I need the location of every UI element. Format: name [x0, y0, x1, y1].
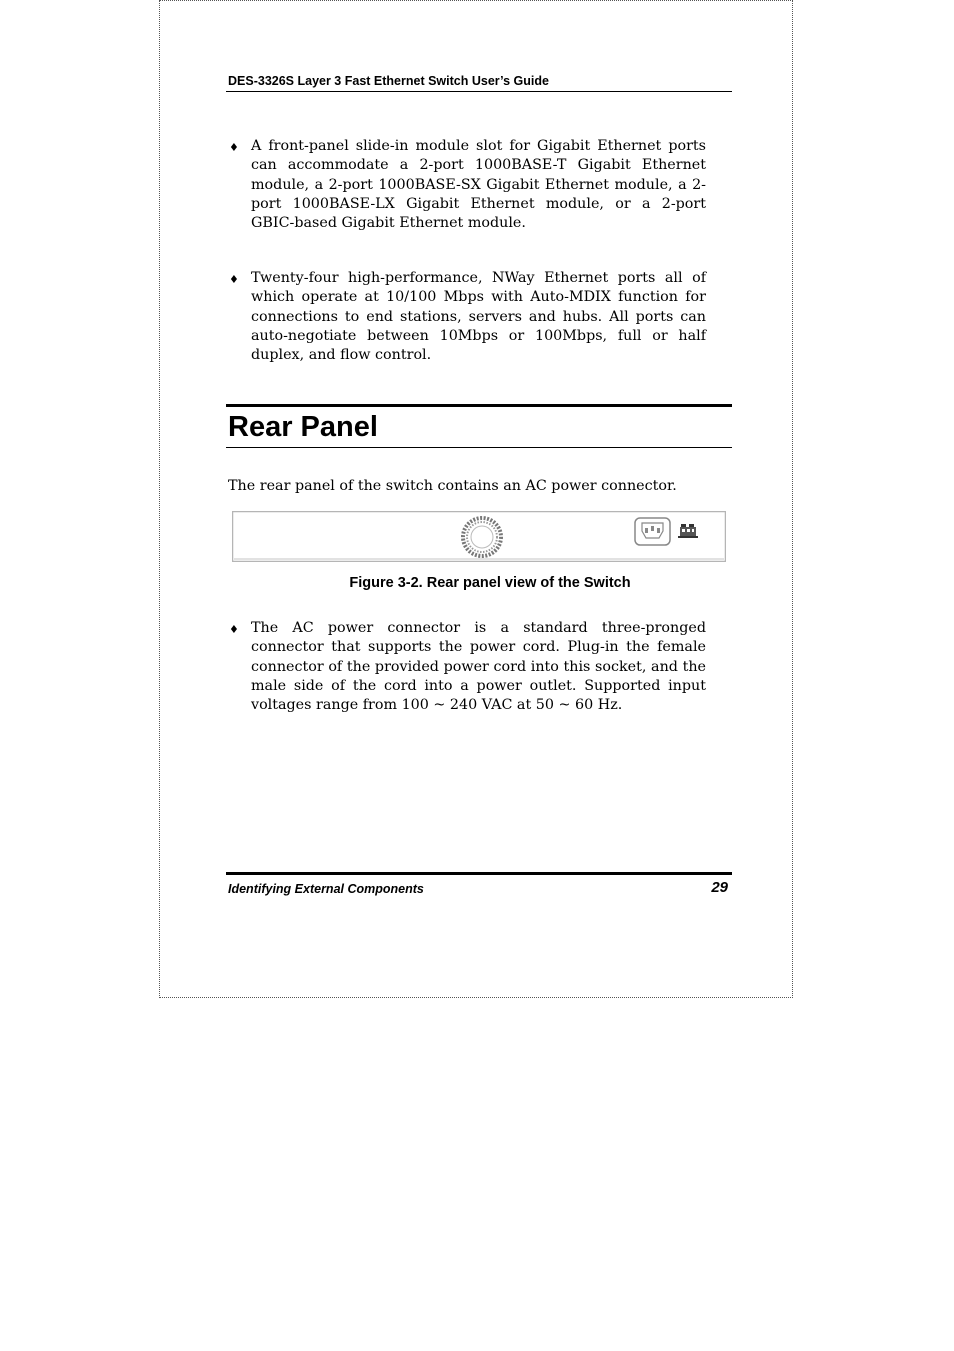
running-header: DES-3326S Layer 3 Fast Ethernet Switch User’s Guide [228, 74, 549, 88]
section-divider-bottom [226, 447, 732, 448]
section-intro: The rear panel of the switch contains an AC power connector. [228, 478, 677, 494]
page-number: 29 [711, 879, 728, 896]
bullet-text-module-slot: A front-panel slide-in module slot for Gigabit Ethernet ports can accommodate a 2-port 1000BASE-T Gigabit Ethernet module, a 2-port 1000BASE-SX Gigabit Ethernet module, a 2-port 1000BASE-LX Gigabit Ethernet module, or a 2-port GBIC-based Gigabit Ethernet module. [251, 138, 706, 232]
ac-power-socket-icon [635, 518, 670, 545]
header-divider [226, 91, 732, 92]
figure-caption: Figure 3-2. Rear panel view of the Switch [349, 575, 631, 591]
section-heading: Rear Panel [228, 411, 378, 443]
bullet-text-ac-connector: The AC power connector is a standard three-pronged connector that supports the power cord. Plug-in the female connector of the provided power cord into this socket, and the male side of the cord into a power outlet. Supported input voltages range from 100 ~ 240 VAC at 50 ~ 60 Hz. [251, 620, 706, 714]
section-divider-top [226, 404, 732, 407]
bullet-marker: ♦ [229, 273, 239, 286]
rear-panel-illustration [232, 511, 726, 562]
fan-vent-icon [463, 518, 501, 556]
rear-panel-shadow [234, 558, 724, 560]
bullet-marker: ♦ [229, 623, 239, 636]
bullet-marker: ♦ [229, 141, 239, 154]
footer-divider [226, 872, 732, 875]
bullet-text-ethernet-ports: Twenty-four high-performance, NWay Ethernet ports all of which operate at 10/100 Mbps with Auto-MDIX function for connections to end stations, servers and hubs. All ports can auto-negotiate between 10Mbps or 100Mbps, full or half duplex, and flow control. [251, 270, 706, 364]
footer-chapter-title: Identifying External Components [228, 882, 424, 896]
rear-panel-figure [232, 511, 726, 562]
